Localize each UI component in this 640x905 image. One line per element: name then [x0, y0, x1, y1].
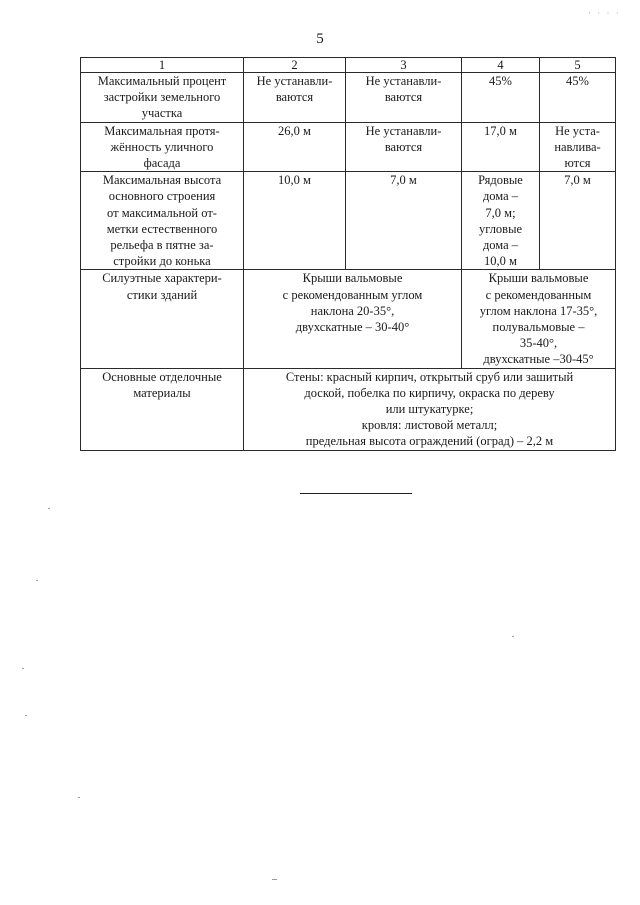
- requirements-table: [80, 57, 616, 451]
- row-label: Максимальный процент застройки земельного участка: [81, 73, 244, 123]
- table-cell: Не уста- навлива- ются: [540, 122, 616, 172]
- table-cell: Не устанавли- ваются: [346, 122, 462, 172]
- table-cell: Рядовые дома – 7,0 м; угловые дома – 10,0 м: [462, 172, 540, 270]
- row-label: Основные отделочные материалы: [81, 368, 244, 450]
- table-row: [81, 122, 616, 172]
- scan-speck: [36, 580, 38, 581]
- table-cell-merged: Стены: красный кирпич, открытый сруб или зашитый доской, побелка по кирпичу, окраска по дереву или штукатурке; кровля: листовой металл; предельная высота ограждений (оград) – 2,2 м: [244, 368, 616, 450]
- scan-dots: · · · ·: [588, 8, 621, 18]
- scan-speck: [48, 508, 50, 509]
- page-number: 5: [316, 31, 324, 47]
- end-separator-line: [300, 493, 412, 494]
- table-cell: 26,0 м: [244, 122, 346, 172]
- table-header-row: [81, 58, 616, 73]
- table-cell: 7,0 м: [346, 172, 462, 270]
- table-row: [81, 172, 616, 270]
- row-label: Максимальная протя- жённость уличного фасада: [81, 122, 244, 172]
- table-cell-merged: Крыши вальмовые с рекомендованным углом наклона 20-35°, двухскатные – 30-40°: [244, 270, 462, 368]
- table-cell: Не устанавли- ваются: [244, 73, 346, 123]
- row-label: Силуэтные характери- стики зданий: [81, 270, 244, 368]
- table-cell: 45%: [540, 73, 616, 123]
- header-cell-5: 5: [540, 58, 616, 73]
- table-cell: 7,0 м: [540, 172, 616, 270]
- table-cell: 45%: [462, 73, 540, 123]
- scan-speck: [22, 668, 24, 669]
- row-label: Максимальная высота основного строения от максимальной от- метки естественного рельефа в пятне за- стройки до конька: [81, 172, 244, 270]
- table-cell: Не устанавли- ваются: [346, 73, 462, 123]
- scan-speck: [78, 797, 80, 798]
- header-cell-3: 3: [346, 58, 462, 73]
- header-cell-1: 1: [81, 58, 244, 73]
- scan-speck: [25, 715, 27, 716]
- table-row: [81, 73, 616, 123]
- scan-speck: [272, 879, 277, 880]
- table-cell: 10,0 м: [244, 172, 346, 270]
- table-row: [81, 368, 616, 450]
- header-cell-2: 2: [244, 58, 346, 73]
- scan-speck: [512, 636, 514, 637]
- header-cell-4: 4: [462, 58, 540, 73]
- table-cell-merged: Крыши вальмовые с рекомендованным углом наклона 17-35°, полувальмовые – 35-40°, двухскатные –30-45°: [462, 270, 616, 368]
- table-row: [81, 270, 616, 368]
- table-cell: 17,0 м: [462, 122, 540, 172]
